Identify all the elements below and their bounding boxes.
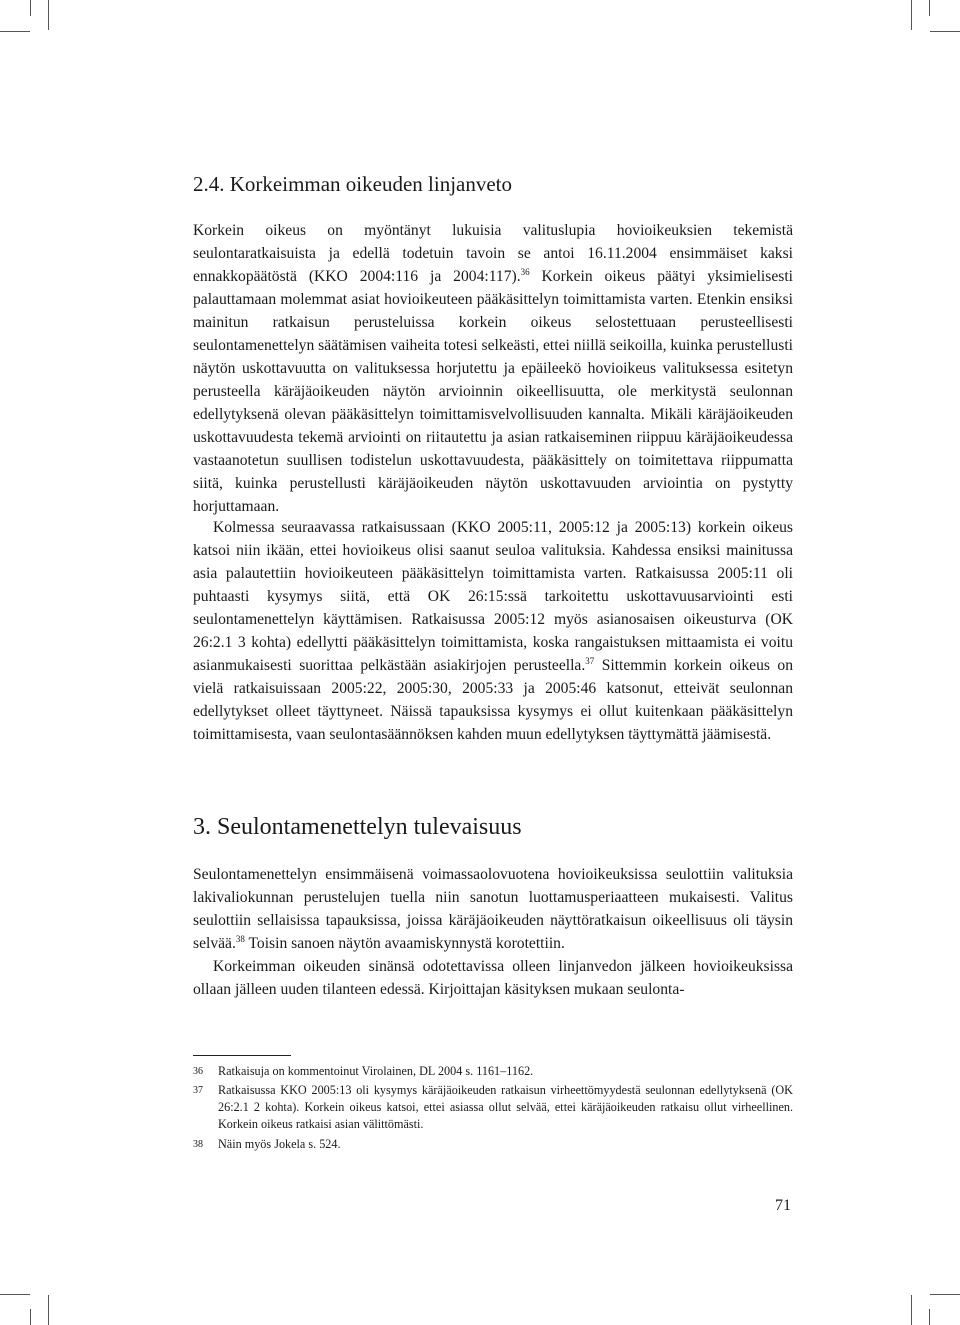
page-number: 71 <box>775 1197 791 1214</box>
crop-mark-top-right-vertical-inner <box>929 0 930 16</box>
section-3-paragraph-2: Korkeimman oikeuden sinänsä odotettavissa olleen linjanvedon jälkeen hovioikeuksissa ollaan jälleen uuden tilanteen edessä. Kirjoittajan käsityksen mukaan seulonta- <box>193 958 793 998</box>
footnote-number: 36 <box>193 1066 203 1077</box>
section-3-paragraph-1 <box>193 863 793 955</box>
footnote-ref-37[interactable]: 37 <box>585 656 595 666</box>
paragraph-text: Korkein oikeus on myöntänyt lukuisia valituslupia hovioikeuksien tekemistä seulontaratkaisuista ja edellä todetuin tavoin se antoi 16.11.2004 ensimmäiset kaksi ennakkopäätöstä (KKO 2004:116 ja 2004:117). <box>193 222 793 285</box>
crop-mark-bottom-left-vertical <box>48 1295 49 1325</box>
crop-mark-bottom-right-vertical <box>911 1295 912 1325</box>
section-2-4-heading: 2.4. Korkeimman oikeuden linjanveto <box>193 172 513 196</box>
paragraph-text: Toisin sanoen näytön avaamiskynnystä korotettiin. <box>244 935 565 952</box>
crop-mark-bottom-right-vertical-inner <box>929 1309 930 1325</box>
footnote-text: Ratkaisuja on kommentoinut Virolainen, DL 2004 s. 1161–1162. <box>218 1064 534 1078</box>
footnote-38 <box>193 1136 793 1153</box>
crop-mark-top-left-horizontal <box>0 31 30 32</box>
crop-mark-top-left-vertical <box>48 0 49 30</box>
crop-mark-top-right-horizontal <box>930 31 960 32</box>
footnote-ref-38[interactable]: 38 <box>235 934 245 944</box>
paragraph-text: Kolmessa seuraavassa ratkaisussaan (KKO 2005:11, 2005:12 ja 2005:13) korkein oikeus katsoi niin ikään, ettei hovioikeus olisi saanut seuloa valituksia. Kahdessa ensiksi mainitussa asia palautettiin hovioikeuteen pääkäsittelyn toimittamista varten. Ratkaisussa 2005:11 oli puhtaasti kysymys siitä, että OK 26:15:ssä tarkoitettu uskottavuusarviointi esti seulontamenettelyn käyttämisen. Ratkaisussa 2005:12 myös asianosaisen oikeusturva (OK 26:2.1 3 kohta) edellytti pääkäsittelyn toimittamista, koska rangaistuksen mittaamista ei voitu asianmukaisesti suorittaa pelkästään asiakirjojen perusteella. <box>193 519 793 674</box>
crop-mark-bottom-left-vertical-inner <box>30 1309 31 1325</box>
footnote-text: Ratkaisussa KKO 2005:13 oli kysymys käräjäoikeuden ratkaisun virheettömyydestä seulonnan edellytyksenä (OK 26:2.1 2 kohta). Korkein oikeus katsoi, ettei asiassa ollut selvää, ettei käräjäoikeuden ratkaisu ollut virheellinen. Korkein oikeus ratkaisi asian välittömästi. <box>218 1083 793 1131</box>
footnote-divider <box>193 1055 291 1056</box>
crop-mark-bottom-right-horizontal <box>930 1294 960 1295</box>
footnote-ref-36[interactable]: 36 <box>520 267 530 277</box>
footnote-text: Näin myös Jokela s. 524. <box>218 1137 341 1151</box>
paragraph-text: Sittemmin korkein oikeus on vielä ratkaisuissaan 2005:22, 2005:30, 2005:33 ja 2005:46 katsonut, etteivät seulonnan edellytykset olleet täyttyneet. Näissä tapauksissa kysymys ei ollut kuitenkaan pääkäsittelyn toimittamisesta, vaan seulontasäännöksen kahden muun edellytyksen täyttymättä jäämisestä. <box>193 657 793 743</box>
footnote-number: 37 <box>193 1085 203 1096</box>
paragraph-text: Korkein oikeus päätyi yksimielisesti palauttamaan molemmat asiat hovioikeuteen pääkäsittelyn toimittamista varten. Etenkin ensiksi mainitun ratkaisun perusteluissa korkein oikeus selostettuaan perusteellisesti seulontamenettelyn säätämisen vaiheita totesi selkeästi, ettei niillä seikoilla, kuinka perustellusti näytön uskottavuutta on valituksessa horjutettu ja epäileekö hovioikeus valituksessa esitetyn perusteella käräjäoikeuden näytön arvioinnin oikeellisuutta, ole merkitystä seulonnan edellytyksenä olevan pääkäsittelyn toimittamisvelvollisuuden kannalta. Mikäli käräjäoikeuden uskottavuudesta tekemä arviointi on riitautettu ja asian ratkaiseminen riippuu käräjäoikeudessa vastaanotetun suullisen todistelun uskottavuudesta, pääkäsittely on toimitettava riippumatta siitä, kuinka perustellusti käräjäoikeuden näytön uskottavuuden arviointia on pystytty horjuttamaan. <box>193 268 793 515</box>
crop-mark-top-left-vertical-inner <box>30 0 31 16</box>
section-2-4-paragraph-2 <box>193 516 793 746</box>
section-3-heading: 3. Seulontamenettelyn tulevaisuus <box>193 814 522 840</box>
paragraph-text: Seulontamenettelyn ensimmäisenä voimassaolovuotena hovioikeuksissa seulottiin valituksia lakivaliokunnan perustelujen tuella niin sanotun luottamusperiaatteen mukaisesti. Valitus seulottiin sellaisissa tapauksissa, joissa käräjäoikeuden näyttöratkaisun oikeellisuus oli täysin selvää. <box>193 866 793 952</box>
footnote-37 <box>193 1082 793 1133</box>
crop-mark-bottom-left-horizontal <box>0 1294 30 1295</box>
footnote-36 <box>193 1063 793 1080</box>
crop-mark-top-right-vertical <box>911 0 912 30</box>
section-2-4-paragraph-1 <box>193 219 793 518</box>
footnote-number: 38 <box>193 1139 203 1150</box>
